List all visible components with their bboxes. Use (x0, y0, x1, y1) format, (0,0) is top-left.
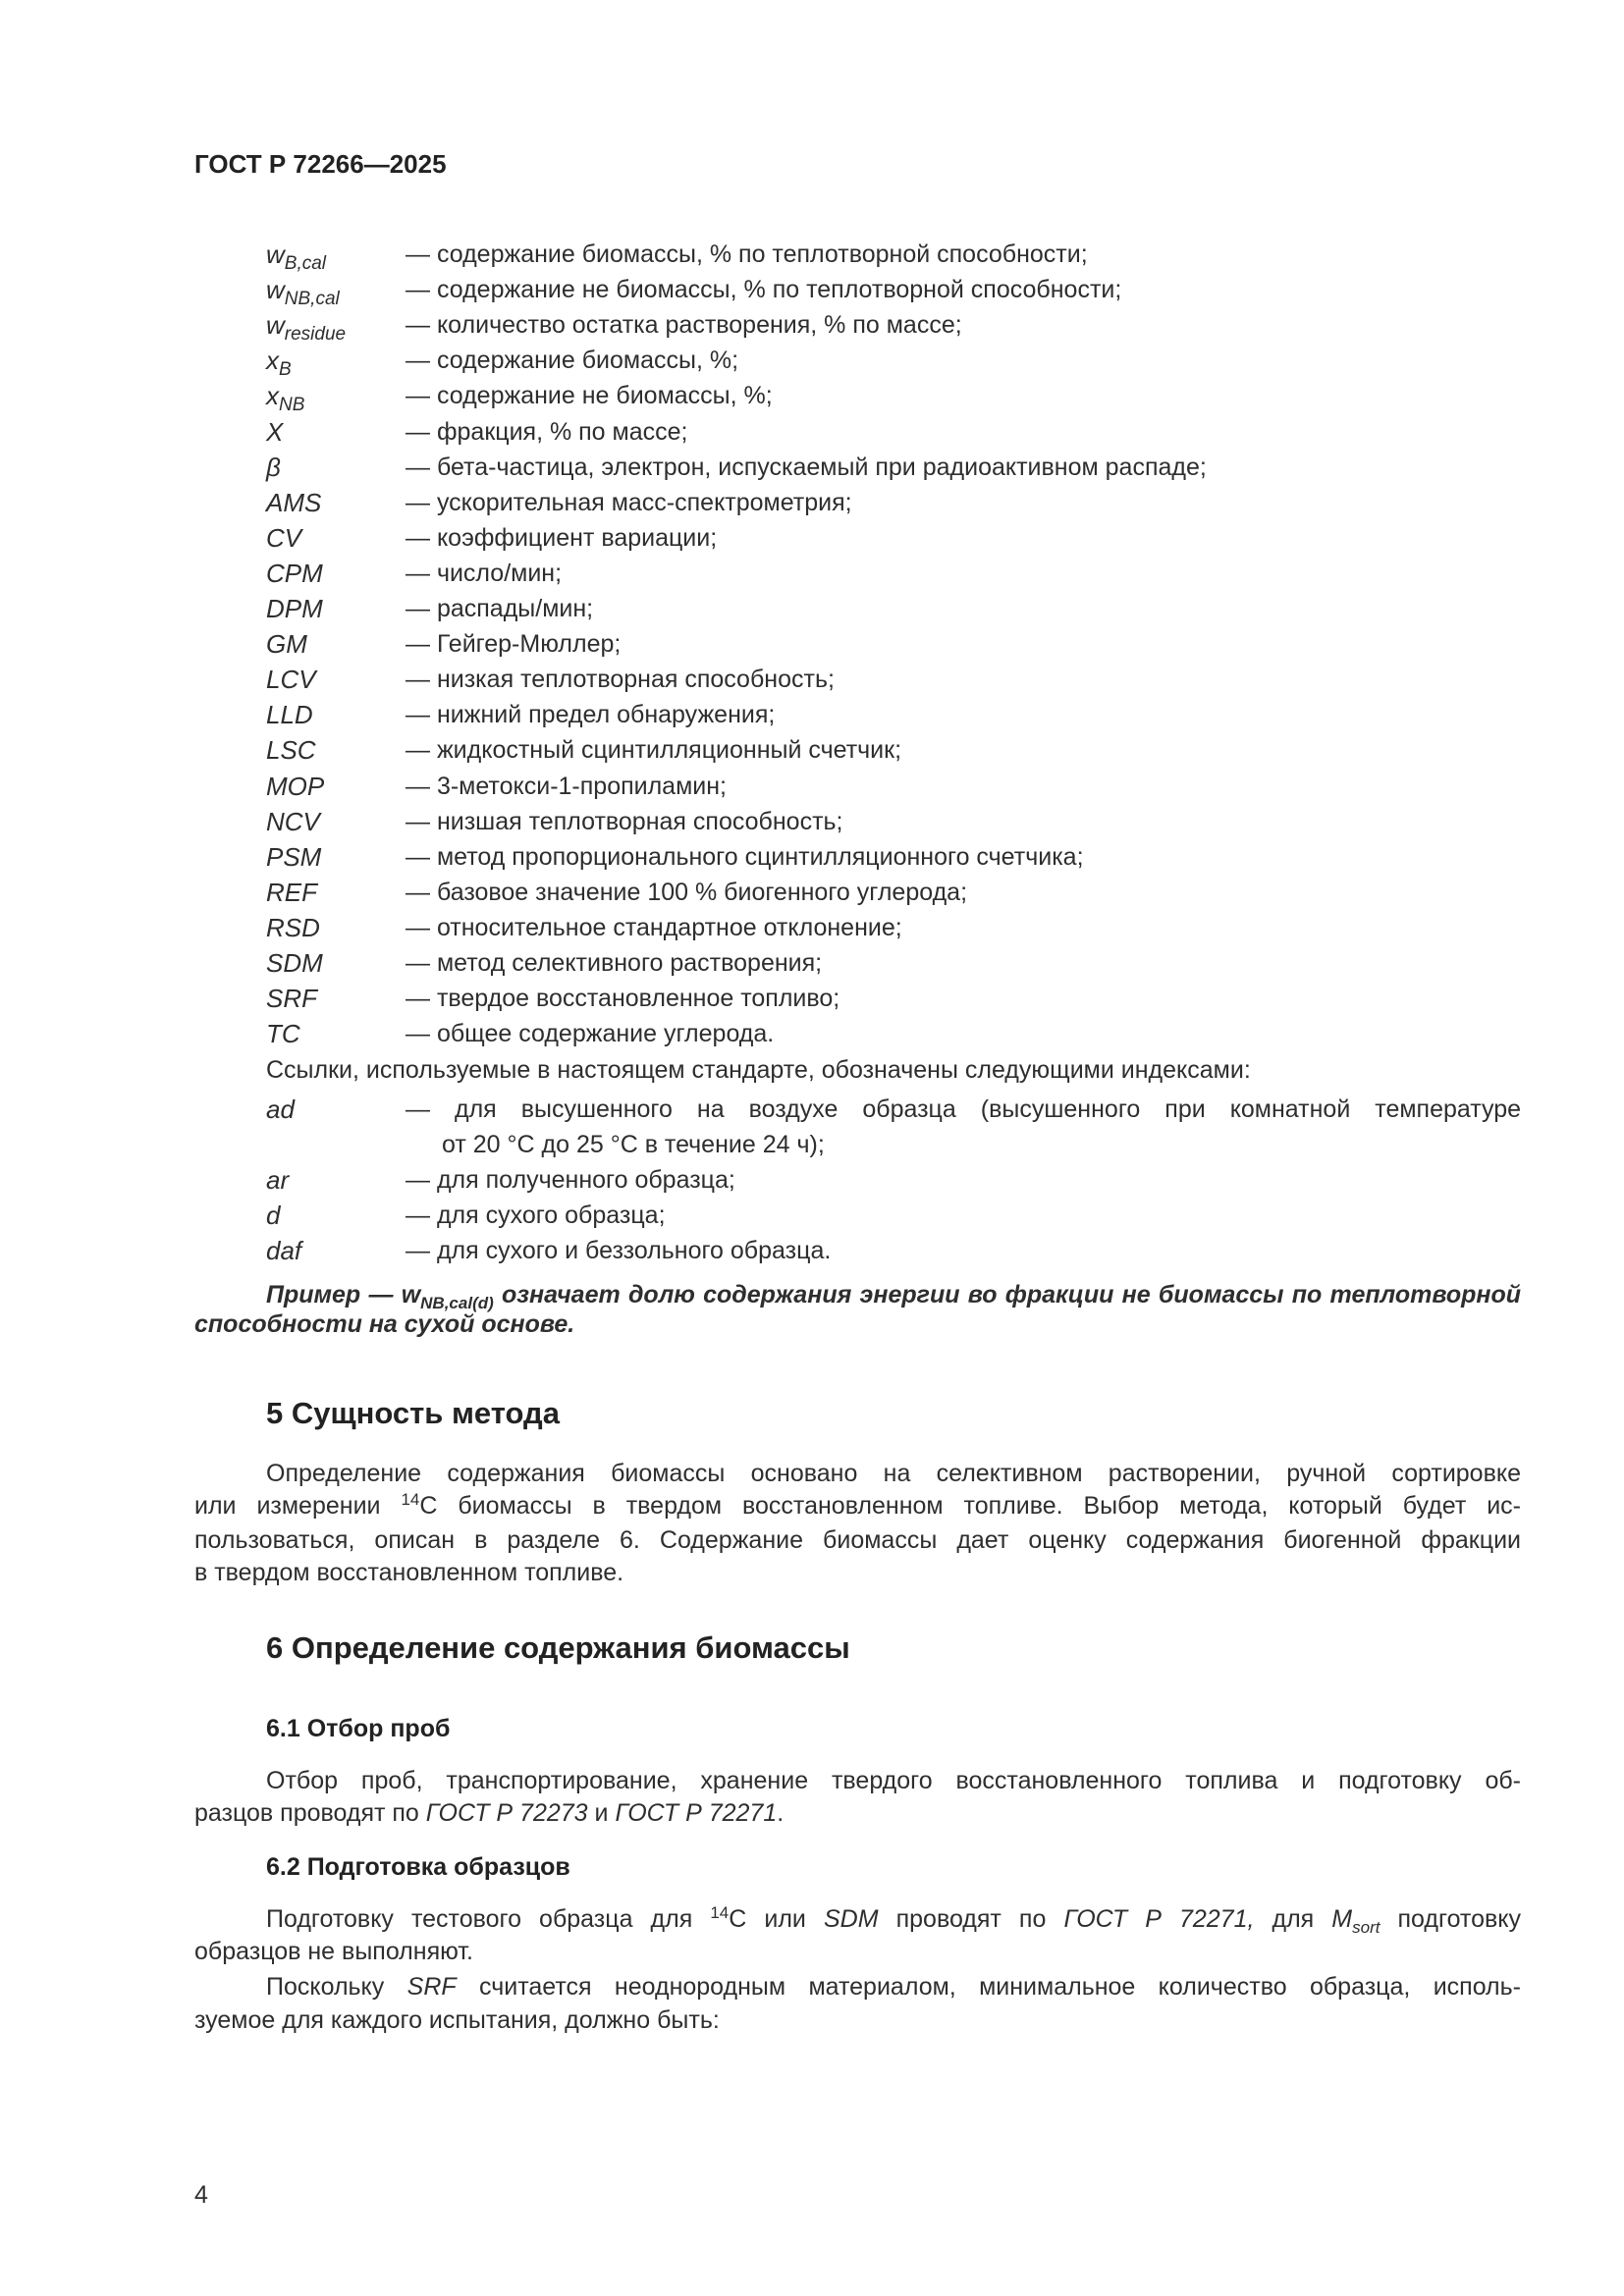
symbol-description: — общее содержание углерода. (406, 1020, 775, 1048)
symbol-subscript: B,cal (284, 253, 327, 274)
index-description: — для сухого образца; (406, 1201, 666, 1229)
text-run: Отбор проб, транспортирование, хранение твердого восстановленного топлива и подготовку об- (266, 1767, 1521, 1794)
text-run: С биомассы в твердом восстановленном топливе. Выбор метода, который будет ис- (419, 1492, 1521, 1520)
symbol-term (266, 274, 340, 310)
symbol-base: SRF (266, 984, 317, 1014)
symbol-description: — метод пропорционального сцинтилляционного счетчика; (406, 842, 1084, 871)
text-run: ГОСТ Р 72271, (1063, 1905, 1255, 1933)
symbol-term (266, 522, 301, 554)
paragraph-line (194, 1903, 1521, 1935)
symbol-term (266, 416, 283, 448)
paragraph-line (194, 1490, 1521, 1522)
text-run: Поскольку (266, 1973, 407, 2001)
text-run: 14 (401, 1490, 420, 1509)
text-run: Пример — w (266, 1281, 421, 1308)
symbol-term (266, 771, 324, 802)
symbol-term (266, 628, 307, 660)
text-run: . (777, 1799, 785, 1827)
text-run: означает долю содержания энергии во фракции не биомассы по теплотворной (493, 1281, 1522, 1308)
symbol-term (266, 841, 321, 873)
text-run: подготовку (1380, 1905, 1521, 1933)
symbol-base: LCV (266, 665, 316, 695)
symbol-description: — твердое восстановленное топливо; (406, 985, 840, 1013)
symbol-description: — ускорительная масс-спектрометрия; (406, 488, 852, 516)
symbol-term (266, 558, 323, 589)
paragraph-line (194, 2004, 1521, 2036)
symbol-term (266, 947, 323, 979)
symbol-description: — содержание биомассы, % по теплотворной способности; (406, 240, 1088, 268)
symbol-base: w (266, 275, 285, 305)
text-run: С или (729, 1905, 824, 1933)
symbol-term (266, 734, 316, 766)
example-note (194, 1279, 1521, 1310)
symbol-description: — содержание не биомассы, % по теплотворной способности; (406, 276, 1122, 304)
symbol-description: — метод селективного растворения; (406, 949, 823, 977)
paragraph-line (194, 1524, 1521, 1556)
text-run: ГОСТ Р 72271 (615, 1799, 778, 1827)
section-6-heading: 6 Определение содержания биомассы (266, 1630, 850, 1665)
symbol-base: x (266, 346, 279, 376)
symbol-term (266, 593, 323, 624)
symbol-term (266, 345, 292, 381)
symbol-term (266, 912, 320, 943)
paragraph-line (194, 1971, 1521, 2002)
document-header: ГОСТ Р 72266—2025 (194, 149, 447, 179)
symbol-base: w (266, 240, 285, 269)
symbol-term (266, 983, 317, 1014)
text-run: пользоваться, описан в разделе 6. Содержание биомассы дает оценку содержания биогенной фракции (194, 1526, 1521, 1554)
symbol-base: LLD (266, 700, 313, 730)
symbol-description: — низкая теплотворная способность; (406, 666, 835, 694)
text-run: 14 (710, 1903, 730, 1922)
symbol-description: — коэффициент вариации; (406, 523, 718, 552)
symbol-base: DPM (266, 594, 323, 623)
symbol-description: — содержание биомассы, %; (406, 347, 739, 375)
symbol-base: TC (266, 1019, 300, 1049)
text-run: sort (1352, 1918, 1380, 1937)
symbol-term (266, 309, 347, 346)
text-run: или измерении (194, 1492, 402, 1520)
symbol-subscript: NB,cal (284, 289, 340, 310)
symbol-description: — низшая теплотворная способность; (406, 807, 843, 835)
text-run: Определение содержания биомассы основано на селективном растворении, ручной сортировке (266, 1460, 1521, 1487)
example-note (194, 1308, 1521, 1340)
symbol-base: RSD (266, 912, 320, 942)
symbol-term (266, 239, 327, 274)
symbol-base: X (266, 416, 284, 447)
symbol-base: LSC (266, 735, 316, 766)
symbol-subscript: B (279, 359, 292, 381)
text-run: ГОСТ Р 72273 (425, 1799, 588, 1827)
text-run: считается неоднородным материалом, минимальное количество образца, исполь- (456, 1973, 1521, 2001)
paragraph-line (194, 1797, 1521, 1829)
symbol-base: REF (266, 877, 317, 907)
symbol-base: x (266, 381, 279, 411)
text-run: и (587, 1799, 616, 1827)
paragraph-line (194, 1765, 1521, 1796)
symbol-subscript: residue (284, 324, 347, 346)
text-run: разцов проводят по (194, 1799, 426, 1827)
symbol-base: MOP (266, 771, 325, 801)
index-description: — для высушенного на воздухе образца (высушенного при комнатной температуре (406, 1095, 1521, 1123)
symbol-description: — жидкостный сцинтилляционный счетчик; (406, 736, 902, 765)
page-number: 4 (194, 2181, 208, 2209)
text-run: зуемое для каждого испытания, должно быть: (194, 2006, 720, 2034)
text-run: проводят по (878, 1905, 1064, 1933)
symbol-term (266, 699, 313, 730)
symbol-description: — 3-метокси-1-пропиламин; (406, 772, 727, 800)
index-description: — для сухого и беззольного образца. (406, 1237, 832, 1264)
symbol-base: CV (266, 522, 302, 553)
symbol-subscript: NB (279, 395, 305, 416)
symbol-term (266, 664, 316, 695)
symbol-description: — число/мин; (406, 559, 563, 587)
text-run: Подготовку тестового образца для (266, 1905, 711, 1933)
symbol-description: — базовое значение 100 % биогенного углерода; (406, 878, 968, 906)
text-run: в твердом восстановленном топливе. (194, 1559, 624, 1586)
symbol-term (266, 1018, 300, 1049)
symbol-description: — фракция, % по массе; (406, 417, 688, 446)
text-run: SDM (823, 1905, 879, 1933)
section-5-heading: 5 Сущность метода (266, 1396, 560, 1430)
text-run: образцов не выполняют. (194, 1938, 473, 1965)
symbol-base: SDM (266, 948, 323, 978)
text-run: SRF (406, 1973, 457, 2001)
index-description-continuation: от 20 °С до 25 °С в течение 24 ч); (442, 1131, 825, 1158)
symbol-base: AMS (266, 487, 322, 517)
symbol-term (266, 487, 321, 518)
symbol-term (266, 877, 317, 908)
text-run: способности на сухой основе. (194, 1310, 575, 1338)
symbol-description: — нижний предел обнаружения; (406, 701, 776, 729)
symbol-term (266, 806, 320, 837)
symbol-description: — количество остатка растворения, % по массе; (406, 311, 962, 340)
symbol-base: CPM (266, 558, 323, 588)
symbol-base: PSM (266, 841, 322, 872)
symbol-term (266, 452, 281, 483)
symbol-base: w (266, 310, 285, 341)
symbol-description: — относительное стандартное отклонение; (406, 913, 902, 941)
symbol-base: β (266, 452, 281, 482)
paragraph-line (194, 1458, 1521, 1489)
indices-intro: Ссылки, используемые в настоящем стандарте, обозначены следующими индексами: (266, 1056, 1251, 1084)
symbol-description: — распады/мин; (406, 595, 594, 622)
symbol-description: — содержание не биомассы, %; (406, 382, 773, 410)
symbol-base: GM (266, 629, 307, 660)
index-description: — для полученного образца; (406, 1166, 735, 1194)
symbol-description: — бета-частица, электрон, испускаемый при радиоактивном распаде; (406, 453, 1207, 481)
section-6-2-heading: 6.2 Подготовка образцов (266, 1853, 570, 1881)
paragraph-line (194, 1936, 1521, 1967)
text-run: M (1331, 1905, 1353, 1933)
symbol-description: — Гейгер-Мюллер; (406, 630, 622, 659)
text-run: NB,cal(d) (420, 1294, 494, 1312)
symbol-term (266, 380, 305, 416)
paragraph-line (194, 1557, 1521, 1588)
index-term: ad (266, 1095, 295, 1124)
index-term: ar (266, 1165, 290, 1195)
section-6-1-heading: 6.1 Отбор проб (266, 1715, 451, 1742)
index-term: d (266, 1201, 281, 1230)
text-run: для (1254, 1905, 1332, 1933)
symbol-base: NCV (266, 806, 320, 836)
index-term: daf (266, 1236, 302, 1265)
